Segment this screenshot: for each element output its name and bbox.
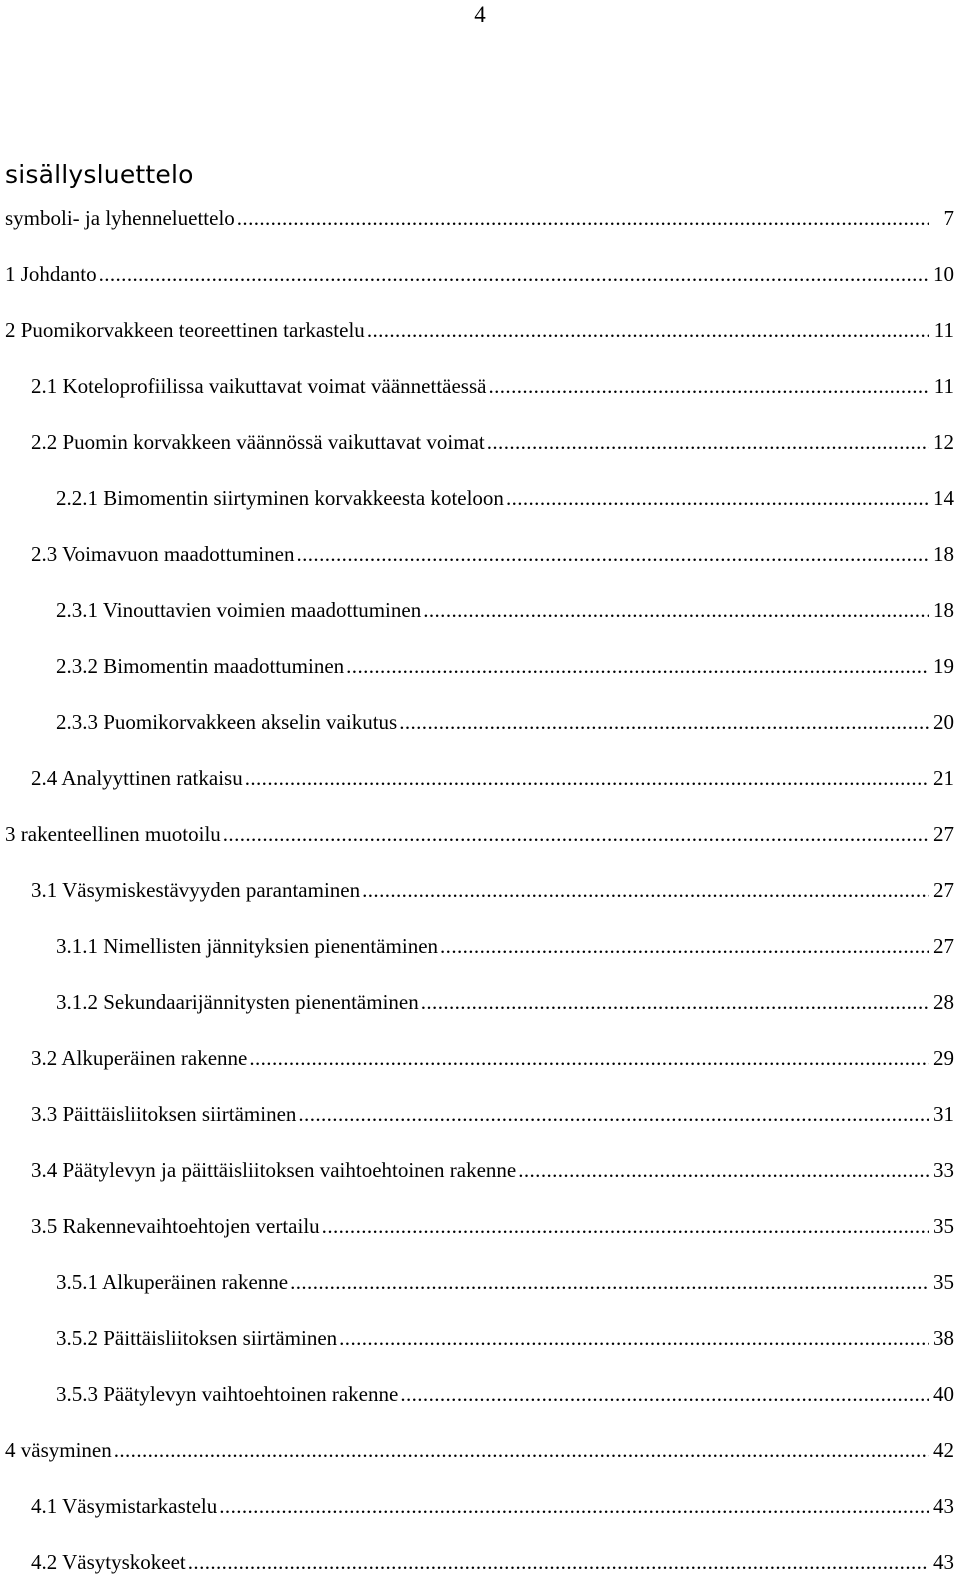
toc-entry-page: 21 bbox=[933, 766, 954, 790]
toc-entry-page: 40 bbox=[933, 1382, 954, 1406]
toc-dot-leader bbox=[440, 934, 929, 958]
toc-dot-leader bbox=[298, 1102, 929, 1126]
toc-entry[interactable] bbox=[0, 1070, 960, 1126]
toc-entry[interactable] bbox=[0, 902, 960, 958]
toc-dot-leader bbox=[346, 654, 929, 678]
toc-entry-label: 2.3.2 Bimomentin maadottuminen bbox=[56, 654, 345, 678]
toc-entry-label: 3.2 Alkuperäinen rakenne bbox=[31, 1046, 248, 1070]
toc-entry[interactable] bbox=[0, 286, 960, 342]
toc-entry-page: 12 bbox=[933, 430, 954, 454]
toc-entry-page: 33 bbox=[933, 1158, 954, 1182]
toc-entry-page: 20 bbox=[933, 710, 954, 734]
toc-entry-label: 3.5 Rakennevaihtoehtojen vertailu bbox=[31, 1214, 320, 1238]
toc-entry[interactable] bbox=[0, 196, 960, 230]
toc-entry-page: 42 bbox=[933, 1438, 954, 1462]
toc-entry[interactable] bbox=[0, 790, 960, 846]
toc-entry[interactable] bbox=[0, 678, 960, 734]
toc-dot-leader bbox=[487, 430, 929, 454]
toc-entry-page: 27 bbox=[933, 878, 954, 902]
toc-entry[interactable] bbox=[0, 342, 960, 398]
toc-entry-page: 10 bbox=[933, 262, 954, 286]
toc-entry-label: 3.5.3 Päätylevyn vaihtoehtoinen rakenne bbox=[56, 1382, 399, 1406]
toc-dot-leader bbox=[421, 990, 929, 1014]
toc-dot-leader bbox=[114, 1438, 929, 1462]
toc-entry[interactable] bbox=[0, 846, 960, 902]
toc-entry-label: 2.2.1 Bimomentin siirtyminen korvakkeesta koteloon bbox=[56, 486, 504, 510]
toc-entry-page: 31 bbox=[933, 1102, 954, 1126]
toc-entry[interactable] bbox=[0, 1406, 960, 1462]
toc-dot-leader bbox=[245, 766, 929, 790]
toc-entry-label: 3.3 Päittäisliitoksen siirtäminen bbox=[31, 1102, 297, 1126]
toc-entry-page: 14 bbox=[933, 486, 954, 510]
toc-entry[interactable] bbox=[0, 1126, 960, 1182]
toc-entry-label: 2.1 Koteloprofiilissa vaikuttavat voimat väännettäessä bbox=[31, 374, 487, 398]
toc-entry[interactable] bbox=[0, 1294, 960, 1350]
toc-dot-leader bbox=[188, 1550, 929, 1574]
toc-entry-label: 2.3 Voimavuon maadottuminen bbox=[31, 542, 295, 566]
toc-entry-label: 3.1.2 Sekundaarijännitysten pienentäminen bbox=[56, 990, 419, 1014]
toc-entry-label: 3.1 Väsymiskestävyyden parantaminen bbox=[31, 878, 361, 902]
toc-dot-leader bbox=[488, 374, 929, 398]
toc-entry-page: 29 bbox=[933, 1046, 954, 1070]
toc-entry-page: 38 bbox=[933, 1326, 954, 1350]
toc-entry[interactable] bbox=[0, 1518, 960, 1574]
toc-entry-label: 2 Puomikorvakkeen teoreettinen tarkastelu bbox=[5, 318, 365, 342]
toc-dot-leader bbox=[362, 878, 929, 902]
toc-entry[interactable] bbox=[0, 1350, 960, 1406]
toc-entry-label: 3.5.1 Alkuperäinen rakenne bbox=[56, 1270, 289, 1294]
toc-entry-page: 18 bbox=[933, 542, 954, 566]
toc-dot-leader bbox=[219, 1494, 929, 1518]
toc-entry[interactable] bbox=[0, 510, 960, 566]
toc-dot-leader bbox=[399, 710, 929, 734]
toc-entry-page: 27 bbox=[933, 934, 954, 958]
toc-entry-page: 35 bbox=[933, 1214, 954, 1238]
toc-entry-label: 2.3.3 Puomikorvakkeen akselin vaikutus bbox=[56, 710, 398, 734]
toc-dot-leader bbox=[296, 542, 929, 566]
toc-entry-page: 43 bbox=[933, 1494, 954, 1518]
toc-title: sisällysluettelo bbox=[5, 160, 194, 189]
toc-entry-page: 19 bbox=[933, 654, 954, 678]
toc-entry[interactable] bbox=[0, 230, 960, 286]
toc-dot-leader bbox=[99, 262, 929, 286]
toc-entry[interactable] bbox=[0, 1014, 960, 1070]
toc-entry[interactable] bbox=[0, 454, 960, 510]
toc-entry-label: 3.4 Päätylevyn ja päittäisliitoksen vaihtoehtoinen rakenne bbox=[31, 1158, 517, 1182]
toc-entry-label: 4 väsyminen bbox=[5, 1438, 112, 1462]
toc-entry[interactable] bbox=[0, 958, 960, 1014]
toc-dot-leader bbox=[506, 486, 929, 510]
toc-dot-leader bbox=[518, 1158, 929, 1182]
toc-entry-label: 4.2 Väsytyskokeet bbox=[31, 1550, 186, 1574]
toc-entry-page: 11 bbox=[933, 374, 954, 398]
toc-dot-leader bbox=[322, 1214, 929, 1238]
toc-entry[interactable] bbox=[0, 398, 960, 454]
toc-entry-label: 4.1 Väsymistarkastelu bbox=[31, 1494, 218, 1518]
toc-dot-leader bbox=[423, 598, 929, 622]
toc-entry[interactable] bbox=[0, 1462, 960, 1518]
toc-entry-page: 27 bbox=[933, 822, 954, 846]
toc-entry-label: 2.4 Analyyttinen ratkaisu bbox=[31, 766, 243, 790]
toc-entry-page: 35 bbox=[933, 1270, 954, 1294]
toc-dot-leader bbox=[367, 318, 929, 342]
toc-entry[interactable] bbox=[0, 1182, 960, 1238]
toc-entry-label: 3.1.1 Nimellisten jännityksien pienentäminen bbox=[56, 934, 439, 958]
toc-entry[interactable] bbox=[0, 566, 960, 622]
toc-entry-label: 3 rakenteellinen muotoilu bbox=[5, 822, 221, 846]
toc-dot-leader bbox=[237, 206, 929, 230]
toc-entry-page: 43 bbox=[933, 1550, 954, 1574]
toc-dot-leader bbox=[223, 822, 929, 846]
toc-entry-label: symboli- ja lyhenneluettelo bbox=[5, 206, 235, 230]
toc-entry-page: 28 bbox=[933, 990, 954, 1014]
toc-entry-page: 7 bbox=[943, 206, 954, 230]
toc-dot-leader bbox=[339, 1326, 929, 1350]
toc-entry-page: 11 bbox=[933, 318, 954, 342]
toc-entry-label: 1 Johdanto bbox=[5, 262, 97, 286]
toc-entry[interactable] bbox=[0, 1238, 960, 1294]
page-number: 4 bbox=[474, 2, 486, 27]
toc-entry[interactable] bbox=[0, 734, 960, 790]
toc-dot-leader bbox=[400, 1382, 929, 1406]
toc-dot-leader bbox=[290, 1270, 929, 1294]
toc-entry[interactable] bbox=[0, 622, 960, 678]
toc-entry-page: 18 bbox=[933, 598, 954, 622]
toc-dot-leader bbox=[249, 1046, 929, 1070]
toc-entry-label: 2.3.1 Vinouttavien voimien maadottuminen bbox=[56, 598, 422, 622]
toc-entry-label: 2.2 Puomin korvakkeen väännössä vaikuttavat voimat bbox=[31, 430, 485, 454]
toc-entry-label: 3.5.2 Päittäisliitoksen siirtäminen bbox=[56, 1326, 338, 1350]
table-of-contents bbox=[0, 196, 960, 1574]
